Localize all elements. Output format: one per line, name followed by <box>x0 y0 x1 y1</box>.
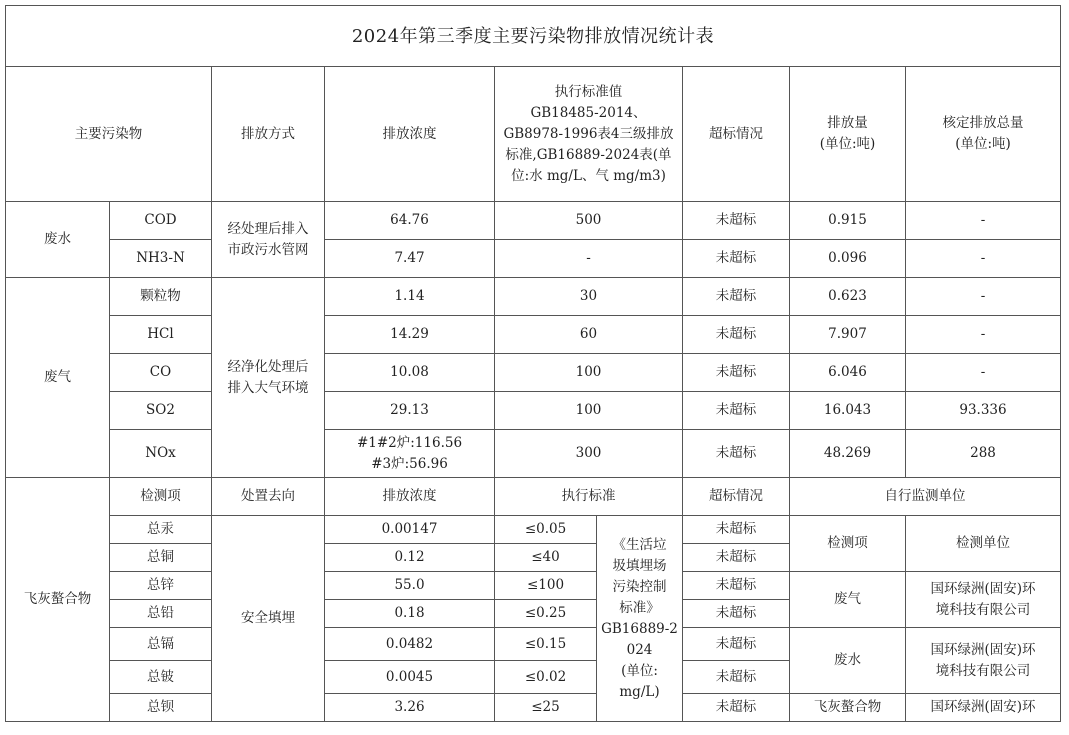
method-line: 市政污水管网 <box>227 241 309 258</box>
pollutant-item: COD <box>110 202 212 240</box>
exceed-status: 未超标 <box>683 694 790 722</box>
monitor-item: 废水 <box>790 628 906 694</box>
monitor-col-item: 检测项 <box>790 516 906 572</box>
pollutant-item: CO <box>110 354 212 392</box>
method-line: 排入大气环境 <box>227 379 309 396</box>
header-amount-line: (单位:吨) <box>819 136 876 152</box>
header-concentration: 排放浓度 <box>325 67 495 202</box>
category-flyash: 飞灰螯合物 <box>6 478 110 722</box>
standard-value: 60 <box>495 316 683 354</box>
total-value: 288 <box>906 430 1061 478</box>
total-value: - <box>906 354 1061 392</box>
flyash-standard <box>597 516 683 722</box>
pollutant-item: HCl <box>110 316 212 354</box>
concentration-value: 0.0482 <box>325 628 495 661</box>
concentration-value: 0.12 <box>325 544 495 572</box>
header-standard <box>495 67 683 202</box>
exceed-status: 未超标 <box>683 392 790 430</box>
flyash-disposal: 安全填埋 <box>212 516 325 722</box>
emission-statistics-table <box>5 5 1061 722</box>
concentration-value: 10.08 <box>325 354 495 392</box>
flyash-item: 总铍 <box>110 661 212 694</box>
amount-value: 0.915 <box>790 202 906 240</box>
method-line: 经处理后排入 <box>227 220 309 237</box>
standard-value: 100 <box>495 392 683 430</box>
flyash-item: 总钡 <box>110 694 212 722</box>
table-row <box>6 316 1061 354</box>
wastewater-method <box>212 202 325 278</box>
monitor-unit-line: 境科技有限公司 <box>935 662 1031 679</box>
header-pollutant: 主要污染物 <box>6 67 212 202</box>
concentration-value: 64.76 <box>325 202 495 240</box>
header-standard-line: 位:水 mg/L、气 mg/m3) <box>511 167 666 184</box>
amount-value: 7.907 <box>790 316 906 354</box>
page-title: 2024年第三季度主要污染物排放情况统计表 <box>6 6 1061 67</box>
exceed-status: 未超标 <box>683 544 790 572</box>
concentration-value: 3.26 <box>325 694 495 722</box>
amount-value: 16.043 <box>790 392 906 430</box>
concentration-value: 0.0045 <box>325 661 495 694</box>
pollutant-item: NOx <box>110 430 212 478</box>
monitor-unit: 国环绿洲(固安)环 <box>906 694 1061 722</box>
concentration-value: 29.13 <box>325 392 495 430</box>
standard-line: 024 <box>626 641 653 658</box>
standard-value: 300 <box>495 430 683 478</box>
header-total-line: 核定排放总量 <box>942 115 1024 131</box>
exceed-status: 未超标 <box>683 661 790 694</box>
flyash-header-disposal: 处置去向 <box>212 478 325 516</box>
monitor-item: 飞灰螯合物 <box>790 694 906 722</box>
standard-line: 《生活垃 <box>612 536 667 553</box>
exceed-status: 未超标 <box>683 316 790 354</box>
exceed-status: 未超标 <box>683 278 790 316</box>
table-row <box>6 202 1061 240</box>
monitor-unit <box>906 572 1061 628</box>
table-row <box>6 354 1061 392</box>
exceed-status: 未超标 <box>683 572 790 600</box>
monitor-item: 废气 <box>790 572 906 628</box>
standard-line: 污染控制 <box>612 578 667 595</box>
wastegas-method <box>212 278 325 478</box>
standard-line: 圾填埋场 <box>612 557 667 574</box>
monitor-unit-line: 国环绿洲(固安)环 <box>930 641 1036 658</box>
table-row <box>6 628 1061 661</box>
exceed-status: 未超标 <box>683 202 790 240</box>
table-row <box>6 278 1061 316</box>
exceed-status: 未超标 <box>683 600 790 628</box>
header-amount-line: 排放量 <box>827 115 868 131</box>
table-row <box>6 694 1061 722</box>
standard-line: (单位: <box>621 662 658 679</box>
exceed-status: 未超标 <box>683 354 790 392</box>
total-value: - <box>906 240 1061 278</box>
flyash-item: 总镉 <box>110 628 212 661</box>
pollutant-item: 颗粒物 <box>110 278 212 316</box>
amount-value: 48.269 <box>790 430 906 478</box>
header-amount <box>790 67 906 202</box>
standard-value: 30 <box>495 278 683 316</box>
monitor-unit-line: 国环绿洲(固安)环 <box>930 580 1036 597</box>
standard-value: - <box>495 240 683 278</box>
amount-value: 0.623 <box>790 278 906 316</box>
column-header-row <box>6 67 1061 202</box>
standard-line: 标准》 <box>619 599 660 616</box>
flyash-item: 总锌 <box>110 572 212 600</box>
total-value: 93.336 <box>906 392 1061 430</box>
concentration-value: 7.47 <box>325 240 495 278</box>
limit-value: ≤0.25 <box>495 600 597 628</box>
total-value: - <box>906 202 1061 240</box>
header-total-line: (单位:吨) <box>955 136 1011 152</box>
flyash-header-concentration: 排放浓度 <box>325 478 495 516</box>
pollutant-item: NH3-N <box>110 240 212 278</box>
concentration-value: 55.0 <box>325 572 495 600</box>
flyash-header-exceed: 超标情况 <box>683 478 790 516</box>
exceed-status: 未超标 <box>683 628 790 661</box>
concentration-value: 0.18 <box>325 600 495 628</box>
flyash-header-monitor: 自行监测单位 <box>790 478 1061 516</box>
standard-line: mg/L) <box>619 683 660 700</box>
total-value: - <box>906 278 1061 316</box>
method-line: 经净化处理后 <box>227 358 309 375</box>
total-value: - <box>906 316 1061 354</box>
monitor-unit <box>906 628 1061 694</box>
header-standard-line: 标准,GB16889-2024表(单 <box>505 146 672 163</box>
limit-value: ≤0.02 <box>495 661 597 694</box>
monitor-unit-line: 境科技有限公司 <box>935 601 1031 618</box>
amount-value: 6.046 <box>790 354 906 392</box>
header-standard-line: 执行标准值 <box>554 83 623 100</box>
standard-value: 100 <box>495 354 683 392</box>
concentration-line: #1#2炉:116.56 <box>356 434 463 451</box>
exceed-status: 未超标 <box>683 240 790 278</box>
flyash-item: 总铜 <box>110 544 212 572</box>
table-row <box>6 572 1061 600</box>
table-row <box>6 430 1061 478</box>
amount-value: 0.096 <box>790 240 906 278</box>
monitor-col-unit: 检测单位 <box>906 516 1061 572</box>
exceed-status: 未超标 <box>683 430 790 478</box>
limit-value: ≤100 <box>495 572 597 600</box>
flyash-header-standard: 执行标准 <box>495 478 683 516</box>
header-standard-line: GB8978-1996表4三级排放 <box>503 125 674 142</box>
category-wastegas: 废气 <box>6 278 110 478</box>
exceed-status: 未超标 <box>683 516 790 544</box>
header-method: 排放方式 <box>212 67 325 202</box>
limit-value: ≤0.05 <box>495 516 597 544</box>
flyash-item: 总汞 <box>110 516 212 544</box>
flyash-header-row <box>6 478 1061 516</box>
standard-line: GB16889-2 <box>601 620 678 637</box>
concentration-value: 14.29 <box>325 316 495 354</box>
concentration-value <box>325 430 495 478</box>
category-wastewater: 废水 <box>6 202 110 278</box>
concentration-value: 0.00147 <box>325 516 495 544</box>
flyash-item: 总铅 <box>110 600 212 628</box>
concentration-line: #3炉:56.96 <box>371 455 448 472</box>
flyash-header-item: 检测项 <box>110 478 212 516</box>
table-row <box>6 516 1061 544</box>
limit-value: ≤0.15 <box>495 628 597 661</box>
concentration-value: 1.14 <box>325 278 495 316</box>
table-row <box>6 240 1061 278</box>
limit-value: ≤25 <box>495 694 597 722</box>
header-exceed: 超标情况 <box>683 67 790 202</box>
pollutant-item: SO2 <box>110 392 212 430</box>
header-total <box>906 67 1061 202</box>
header-standard-line: GB18485-2014、 <box>530 104 647 121</box>
limit-value: ≤40 <box>495 544 597 572</box>
standard-value: 500 <box>495 202 683 240</box>
table-row <box>6 392 1061 430</box>
